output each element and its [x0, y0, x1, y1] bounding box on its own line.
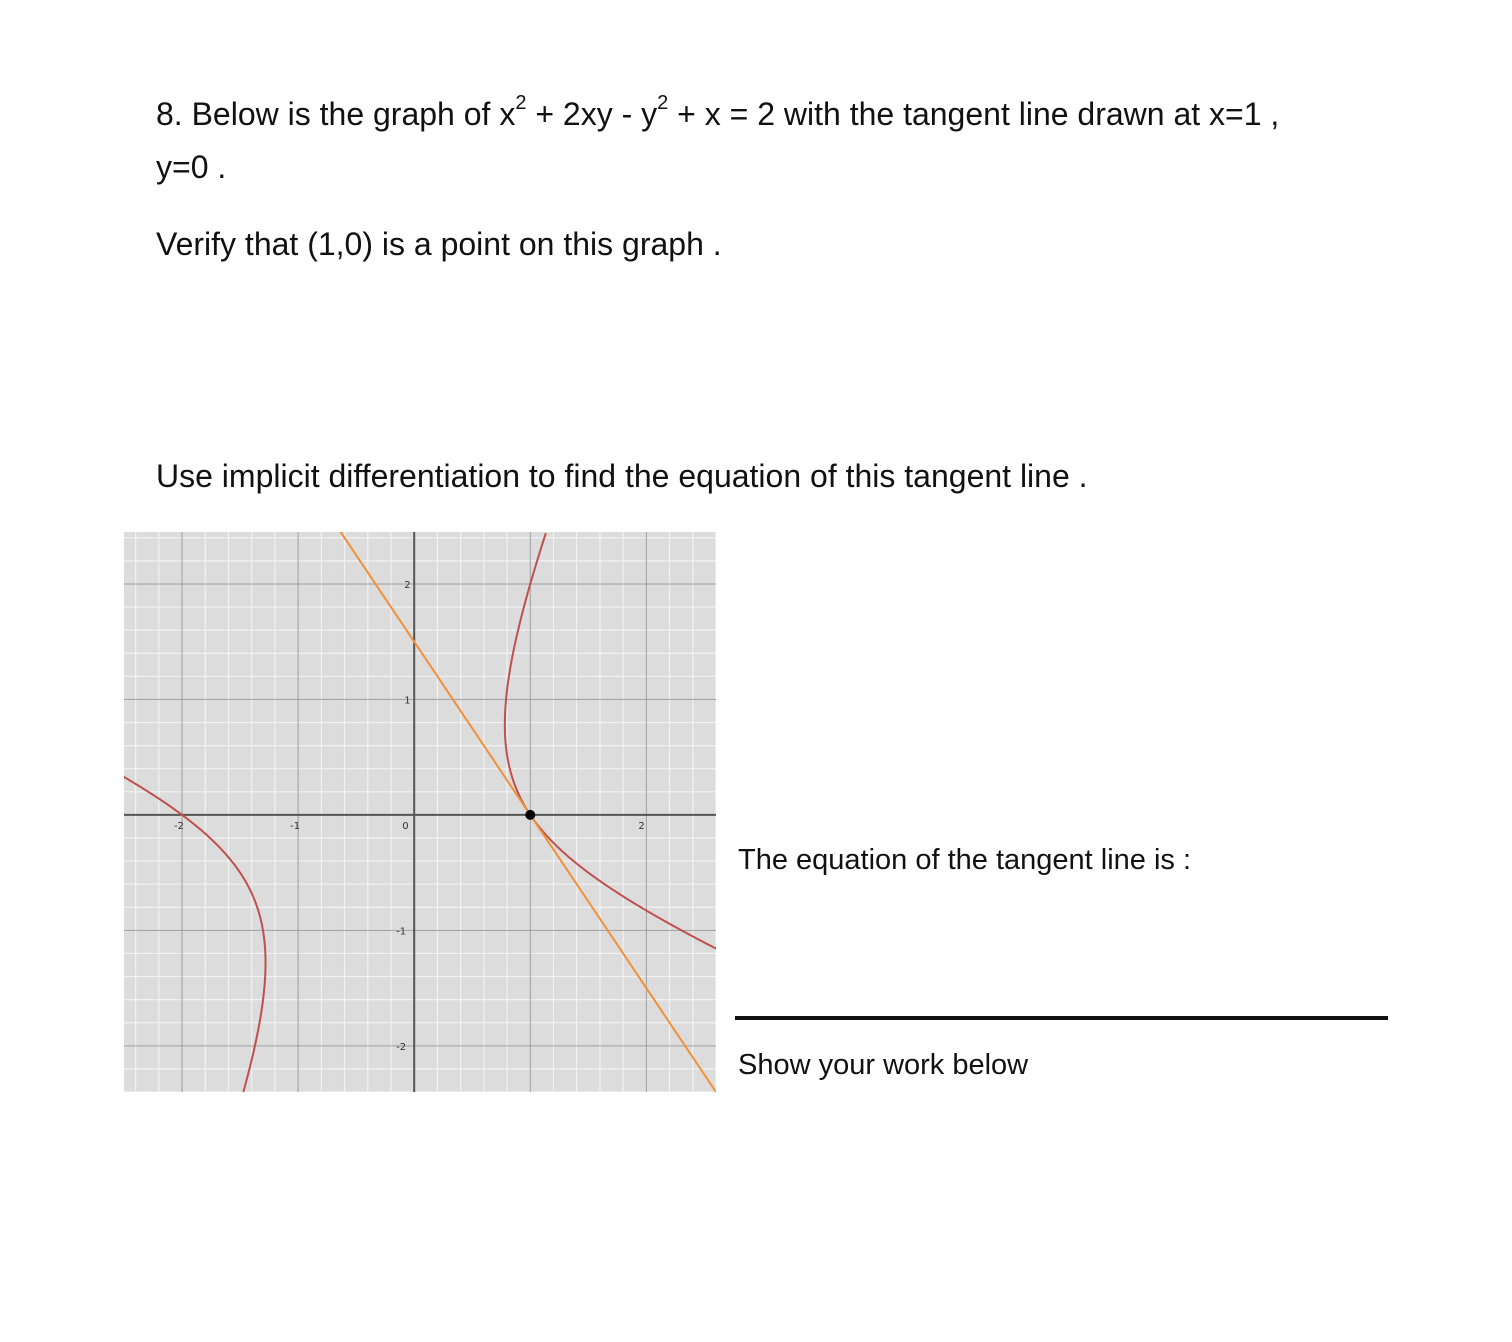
verify-instruction: Verify that (1,0) is a point on this graph . — [156, 226, 722, 262]
y-tick-label: -2 — [396, 1041, 407, 1053]
question-text-b: + 2xy - y — [535, 96, 658, 132]
question-text-a: 8. Below is the graph of x — [156, 96, 516, 132]
tangent-point — [525, 810, 535, 820]
x-tick-label: -2 — [174, 820, 185, 832]
y-tick-label: 1 — [404, 695, 411, 707]
curve-branch-left — [124, 533, 266, 1092]
differentiation-instruction: Use implicit differentiation to find the equation of this tangent line . — [156, 458, 1088, 494]
show-work-prompt: Show your work below — [738, 1049, 1029, 1081]
x-tick-label: -1 — [290, 820, 301, 832]
curve-branch-right — [505, 533, 716, 1092]
answer-blank-line[interactable] — [735, 1016, 1388, 1020]
exponent-y: 2 — [657, 92, 669, 115]
exponent-x: 2 — [515, 92, 527, 115]
x-tick-label: 2 — [638, 820, 645, 832]
tangent-line-answer-prompt: The equation of the tangent line is : — [738, 844, 1192, 876]
question-line-2: y=0 . — [156, 149, 227, 185]
x-tick-label: 0 — [402, 820, 409, 832]
y-tick-label: -1 — [396, 926, 407, 938]
y-tick-label: 2 — [404, 579, 411, 591]
implicit-curve-graph — [124, 532, 716, 1092]
question-line-1 — [156, 94, 1279, 134]
question-text-c: + x = 2 with the tangent line drawn at x=1 , — [677, 96, 1280, 132]
tangent-line — [124, 532, 716, 1092]
